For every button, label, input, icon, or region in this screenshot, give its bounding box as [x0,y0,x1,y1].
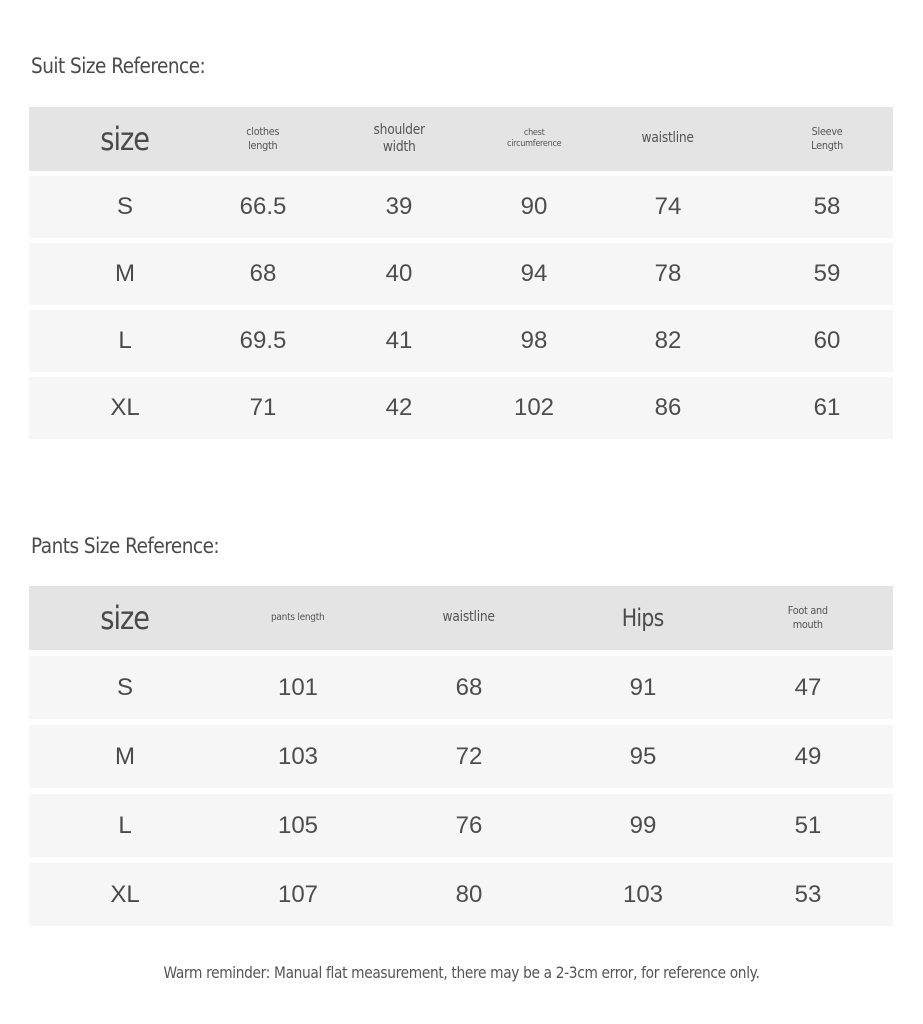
suit-header-clothes-length: clothes length [246,125,280,152]
value-cell: 74 [654,193,682,220]
suit-header-chest-circumference: chest circumference [506,127,562,149]
size-cell: M [115,742,135,770]
value-cell: 82 [654,327,682,354]
suit-size-title: Suit Size Reference: [31,54,206,78]
value-cell: 102 [513,394,555,421]
size-cell: M [115,260,135,287]
value-cell: 107 [277,880,319,908]
value-cell: 59 [813,260,841,287]
value-cell: 41 [385,327,413,354]
value-cell: 78 [654,260,682,287]
value-cell: 40 [385,260,413,287]
table-row [29,176,893,238]
table-row [29,310,893,372]
value-cell: 86 [654,394,682,421]
value-cell: 90 [520,193,548,220]
value-cell: 94 [520,260,548,287]
pants-header-hips: Hips [622,604,664,632]
pants-size-title: Pants Size Reference: [31,534,220,558]
value-cell: 58 [813,193,841,220]
value-cell: 42 [385,394,413,421]
value-cell: 95 [629,742,657,770]
pants-size-table [29,586,893,926]
pants-header-waistline: waistline [442,609,496,626]
suit-header-sleeve-length: Sleeve Length [811,125,843,152]
value-cell: 105 [277,811,319,839]
value-cell: 69.5 [239,327,287,354]
suit-header-row [29,107,893,171]
size-cell: L [118,327,132,354]
size-cell: S [116,193,133,220]
value-cell: 68 [249,260,277,287]
value-cell: 49 [794,742,822,770]
value-cell: 60 [813,327,841,354]
value-cell: 98 [520,327,548,354]
size-cell: L [118,811,132,839]
value-cell: 71 [249,394,277,421]
table-row [29,377,893,439]
size-cell: S [116,673,133,701]
value-cell: 61 [813,394,841,421]
value-cell: 101 [277,673,319,701]
value-cell: 72 [455,742,483,770]
table-row [29,863,893,926]
pants-header-pants-length: pants length [271,611,325,623]
value-cell: 39 [385,193,413,220]
table-row [29,725,893,788]
size-cell: XL [110,880,140,908]
value-cell: 76 [455,811,483,839]
suit-header-size: size [100,120,150,158]
value-cell: 68 [455,673,483,701]
suit-size-table [29,107,893,439]
measurement-reminder: Warm reminder: Manual flat measurement, there may be a 2-3cm error, for reference only. [163,963,760,982]
value-cell: 51 [794,811,822,839]
table-row [29,794,893,857]
pants-header-foot-and-mouth: Foot and mouth [787,604,829,631]
table-row [29,656,893,719]
suit-header-waistline: waistline [641,130,695,147]
value-cell: 103 [277,742,319,770]
table-row [29,243,893,305]
value-cell: 47 [794,673,822,701]
suit-header-shoulder-width: shoulder width [373,121,425,155]
value-cell: 53 [794,880,822,908]
pants-header-size: size [100,599,150,637]
value-cell: 103 [622,880,664,908]
value-cell: 66.5 [239,193,287,220]
size-cell: XL [110,394,140,421]
value-cell: 80 [455,880,483,908]
value-cell: 99 [629,811,657,839]
pants-header-row [29,586,893,650]
value-cell: 91 [629,673,657,701]
